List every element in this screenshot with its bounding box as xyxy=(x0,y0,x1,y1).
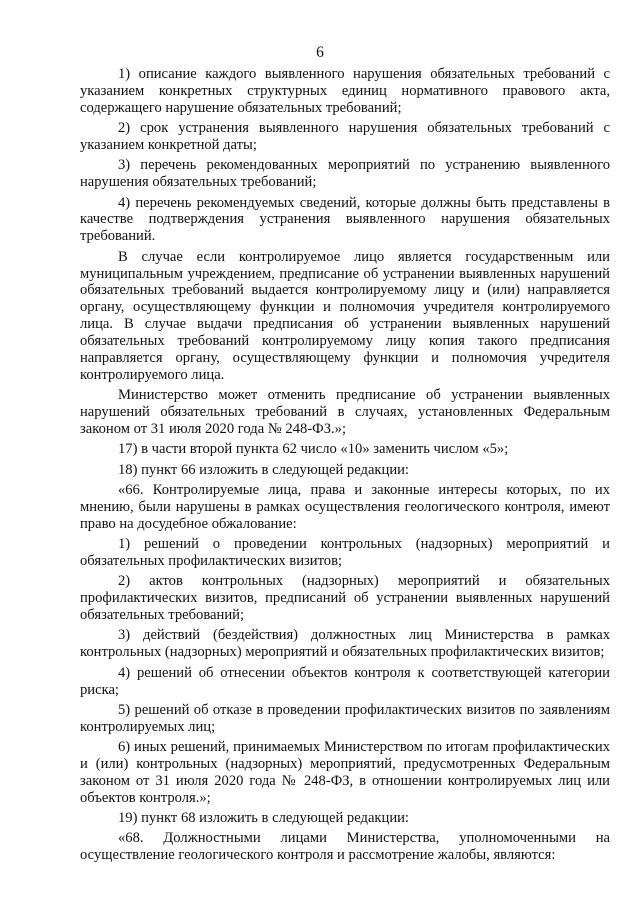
paragraph-amendment-19: 19) пункт 68 изложить в следующей редакции: xyxy=(118,810,409,827)
paragraph-item-1: 1) описание каждого выявленного нарушения обязательных требований с указанием конкретных структурных единиц нормативного правового акта, содержащего нарушение обязательных требований; xyxy=(80,66,610,116)
document-body xyxy=(80,66,610,864)
paragraph-appeal-item-2: 2) актов контрольных (надзорных) мероприятий и обязательных профилактических визитов, предписаний об устранении выявленных нарушений обязательных требований; xyxy=(80,573,610,624)
paragraph-appeal-item-1: 1) решений о проведении контрольных (надзорных) мероприятий и обязательных профилактических визитов; xyxy=(80,536,610,569)
paragraph-ministry-cancel: Министерство может отменить предписание об устранении выявленных нарушений обязательных требований в случаях, установленных Федеральным законом от 31 июля 2020 года № 248-ФЗ.»; xyxy=(80,387,610,438)
paragraph-appeal-item-5: 5) решений об отказе в проведении профилактических визитов по заявлениям контролируемых лиц; xyxy=(80,701,610,735)
paragraph-point-66: «66. Контролируемые лица, права и законные интересы которых, по их мнению, были нарушены в рамках осуществления геологического контроля, имеют право на досудебное обжалование: xyxy=(80,481,610,532)
paragraph-state-institution: В случае если контролируемое лицо является государственным или муниципальным учреждением, предписание об устранении выявленных нарушений обязательных требований выдается контролируемому лицу и (или) направляется органу, осуществляющему функции и полномочия учредителя контролируемого лица. В случае выдачи предписания об устранении выявленных нарушений обязательных требований контролируемому лицу копия такого предписания направляется органу, осуществляющему функции и полномочия учредителя контролируемого лица. xyxy=(80,248,610,383)
paragraph-point-68: «68. Должностными лицами Министерства, уполномоченными на осуществление геологического контроля и рассмотрение жалобы, являются: xyxy=(80,830,610,864)
paragraph-appeal-item-4: 4) решений об отнесении объектов контроля к соответствующей категории риска; xyxy=(80,664,610,698)
page-number: 6 xyxy=(316,44,324,61)
paragraph-item-4: 4) перечень рекомендуемых сведений, которые должны быть представлены в качестве подтверждения устранения выявленного нарушения обязательных требований. xyxy=(80,194,610,245)
paragraph-item-2: 2) срок устранения выявленного нарушения обязательных требований с указанием конкретной даты; xyxy=(80,120,610,154)
paragraph-appeal-item-6: 6) иных решений, принимаемых Министерством по итогам профилактических и (или) контрольных (надзорных) мероприятий, предусмотренных Федеральным законом от 31 июля 2020 года № 248-ФЗ, в отношении контролируемых лиц или объектов контроля.»; xyxy=(80,739,610,806)
paragraph-appeal-item-3: 3) действий (бездействия) должностных лиц Министерства в рамках контрольных (надзорных) мероприятий и обязательных профилактических визитов; xyxy=(80,627,610,661)
paragraph-amendment-18: 18) пункт 66 изложить в следующей редакции: xyxy=(118,461,409,478)
paragraph-item-3: 3) перечень рекомендованных мероприятий по устранению выявленного нарушения обязательных требований; xyxy=(80,157,610,191)
paragraph-amendment-17: 17) в части второй пункта 62 число «10» заменить числом «5»; xyxy=(118,441,509,458)
